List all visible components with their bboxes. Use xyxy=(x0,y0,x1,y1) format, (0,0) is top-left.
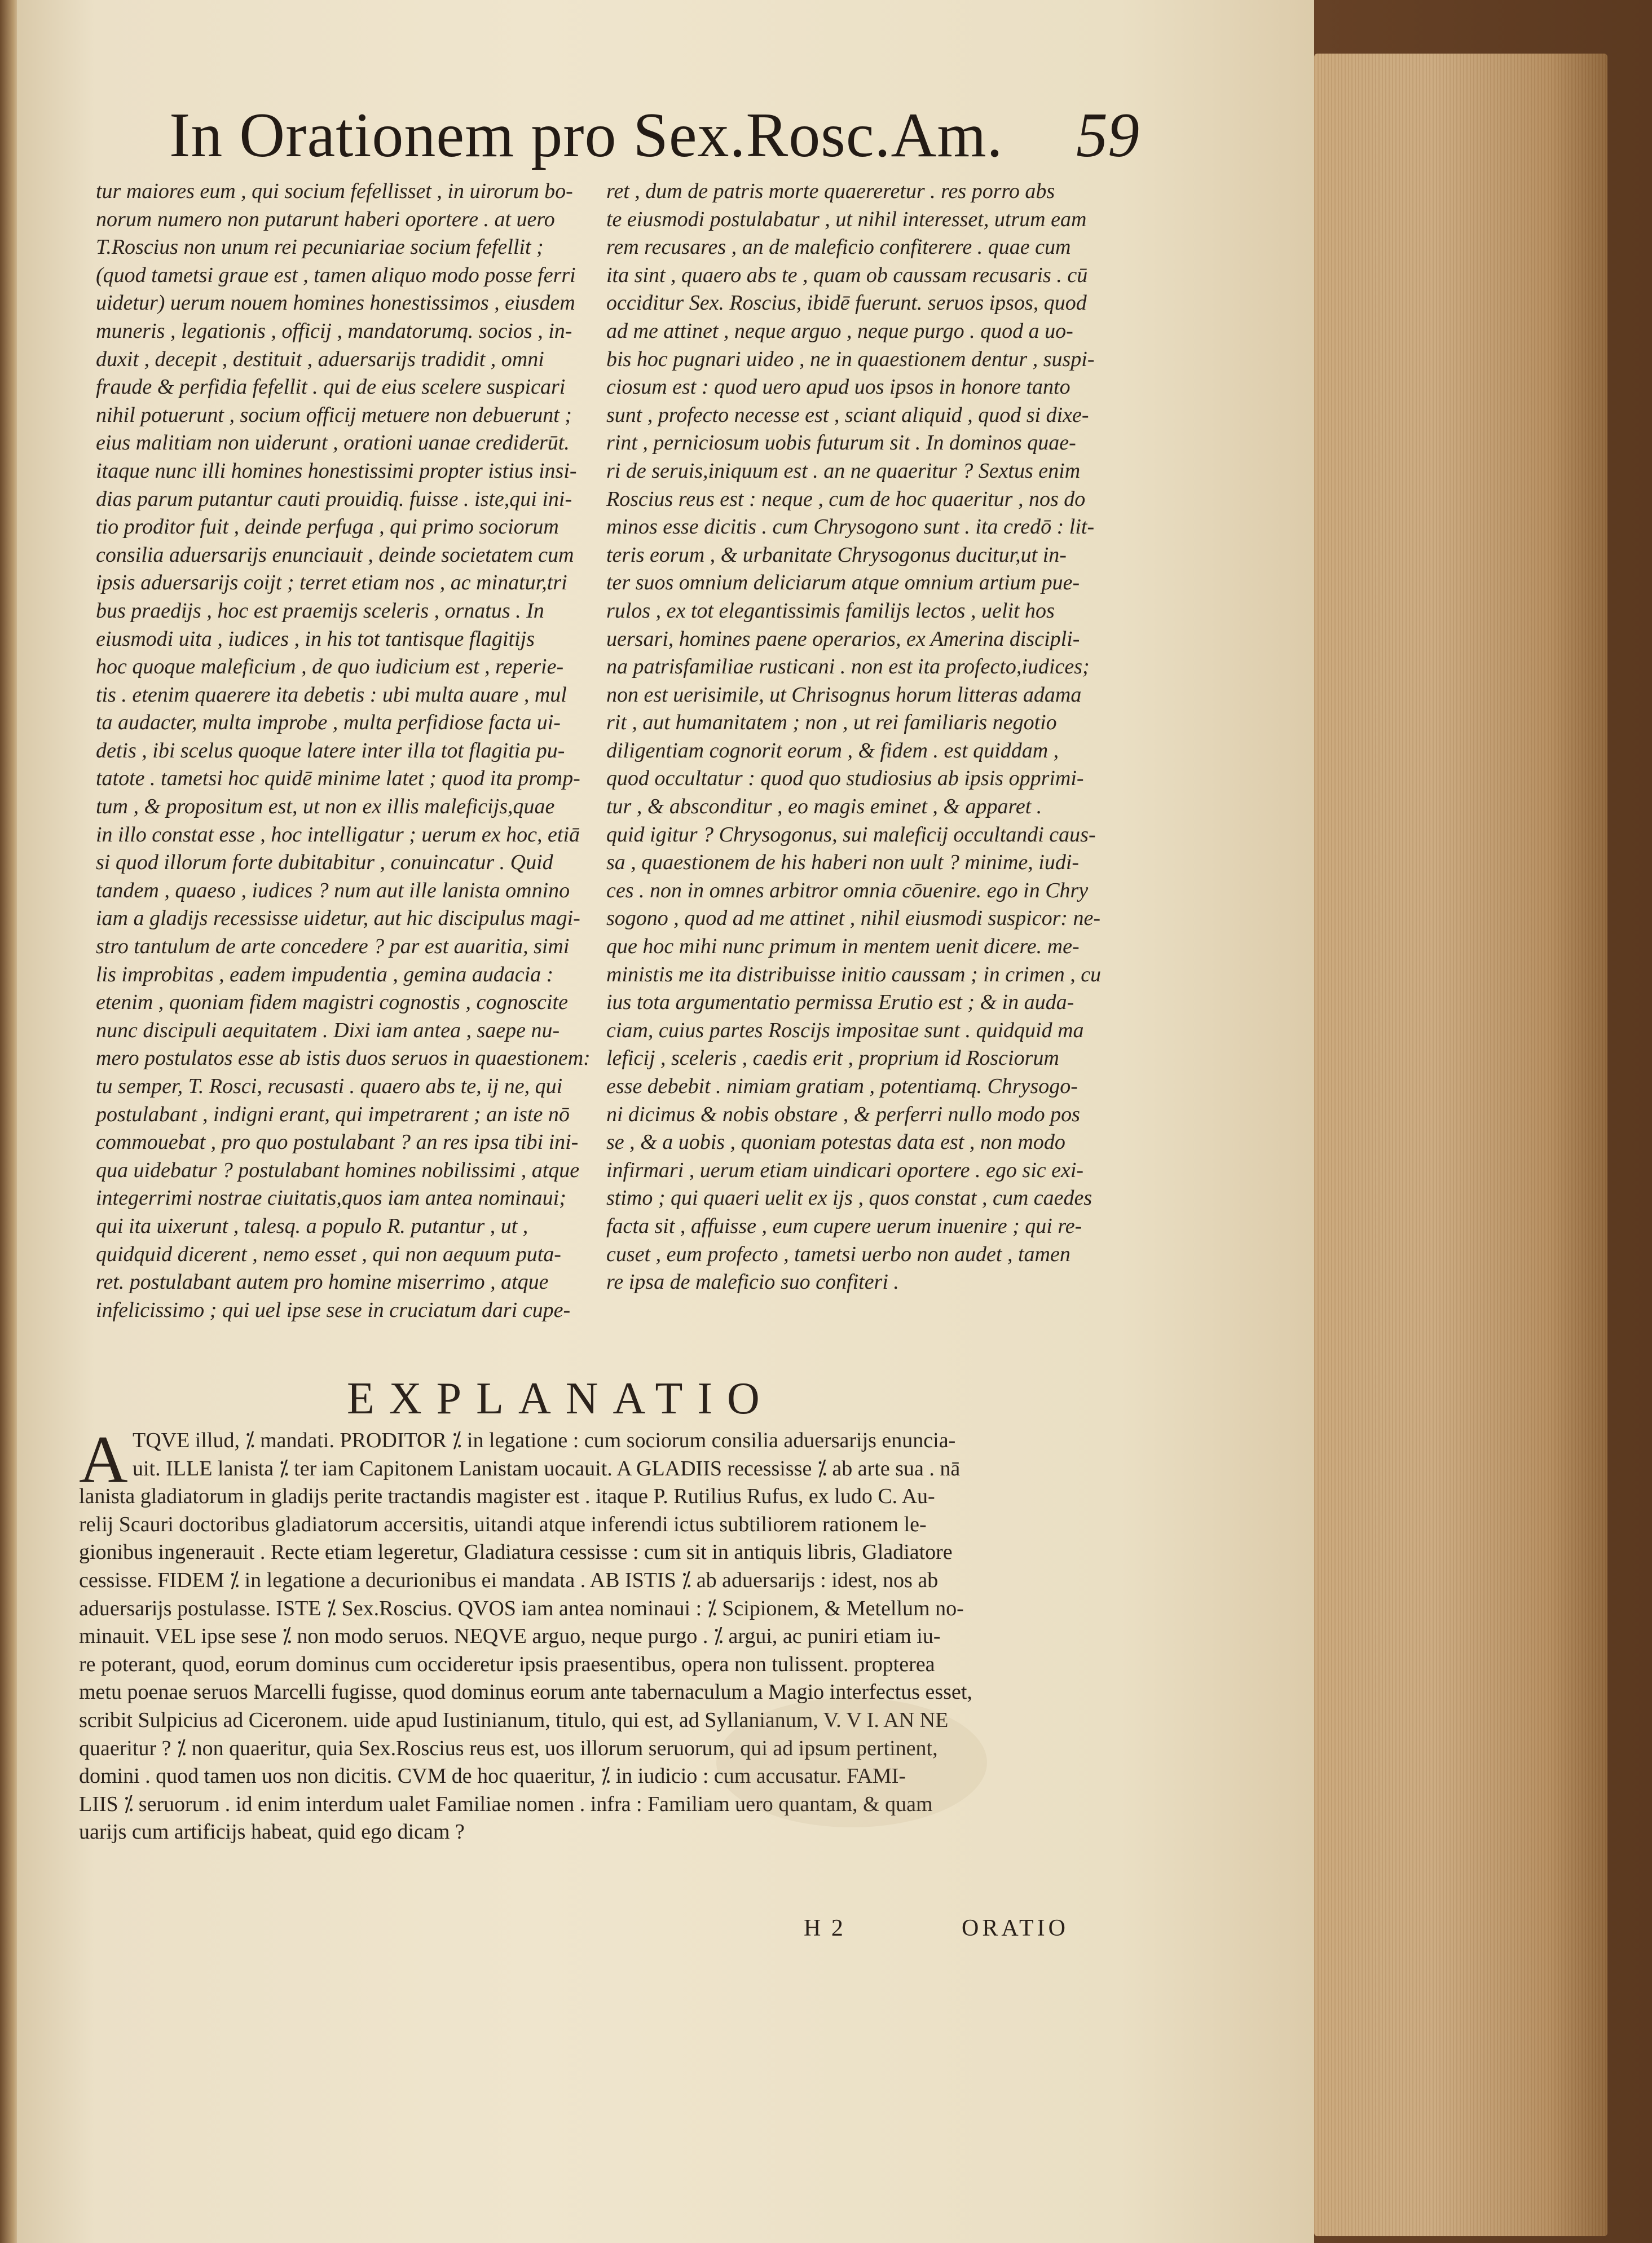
text-line: quid igitur ? Chrysogonus, sui maleficij occultandi caus- xyxy=(606,822,1096,847)
text-line: iam a gladijs recessisse uidetur, aut hic discipulus magi- xyxy=(96,906,580,931)
paper-stain xyxy=(716,1698,987,1827)
text-line: tur , & absconditur , eo magis eminet , & apparet . xyxy=(606,795,1042,819)
text-line: ita sint , quaero abs te , quam ob caussam recusaris . cū xyxy=(606,263,1088,287)
text-line: ius tota argumentatio permissa Erutio est ; & in auda- xyxy=(606,990,1074,1015)
text-line: ta audacter, multa improbe , multa perfidiose facta ui- xyxy=(96,711,561,735)
text-line: consilia aduersarijs enunciauit , deinde societatem cum xyxy=(96,543,574,567)
text-line: integerrimi nostrae ciuitatis,quos iam antea nominaui; xyxy=(96,1186,566,1210)
text-line: ministis me ita distribuisse initio caussam ; in crimen , cu xyxy=(606,962,1102,986)
text-line: duxit , decepit , destituit , aduersarijs tradidit , omni xyxy=(96,347,544,371)
text-line: occiditur Sex. Roscius, ibidē fuerunt. seruos ipsos, quod xyxy=(606,291,1087,315)
text-line: quod occultatur : quod quo studiosius ab ipsis opprimi- xyxy=(606,766,1084,791)
explanatio-line: metu poenae seruos Marcelli fugisse, quod dominus eorum ante tabernaculum a Magio interfectus esset, xyxy=(79,1680,972,1704)
text-line: tum , & propositum est, ut non ex illis maleficijs,quae xyxy=(96,795,555,819)
text-line: tio proditor fuit , deinde perfuga , qui primo sociorum xyxy=(96,515,559,539)
text-line: stimo ; qui quaeri uelit ex ijs , quos constat , cum caedes xyxy=(606,1186,1092,1210)
text-line: leficij , sceleris , caedis erit , proprium id Rosciorum xyxy=(606,1046,1059,1070)
text-line: muneris , legationis , officij , mandatorumq. socios , in- xyxy=(96,319,572,343)
text-line: hoc quoque maleficium , de quo iudicium est , reperie- xyxy=(96,655,564,679)
text-line: rint , perniciosum uobis futurum sit . In dominos quae- xyxy=(606,431,1076,455)
text-column-right xyxy=(606,178,1142,1297)
text-line: T.Roscius non unum rei pecuniariae socium fefellit ; xyxy=(96,235,544,259)
explanatio-line: cessisse. FIDEM ⁒ in legatione a decurionibus ei mandata . AB ISTIS ⁒ ab aduersarijs : idest, nos ab xyxy=(79,1568,939,1592)
text-line: quidquid dicerent , nemo esset , qui non aequum puta- xyxy=(96,1242,561,1266)
text-line: infelicissimo ; qui uel ipse sese in cruciatum dari cupe- xyxy=(96,1298,571,1322)
text-line: lis improbitas , eadem impudentia , gemina audacia : xyxy=(96,962,554,986)
text-line: mero postulatos esse ab istis duos seruos in quaestionem: xyxy=(96,1046,591,1070)
text-line: nihil potuerunt , socium officij metuere non debuerunt ; xyxy=(96,403,572,427)
text-line: sunt , profecto necesse est , sciant aliquid , quod si dixe- xyxy=(606,403,1089,427)
explanatio-line: scribit Sulpicius ad Ciceronem. uide apud Iustinianum, titulo, qui est, ad Syllanianum, V. V I. AN NE xyxy=(79,1708,949,1732)
text-line: na patrisfamiliae rusticani . non est ita profecto,iudices; xyxy=(606,655,1090,679)
text-line: diligentiam cognorit eorum , & fidem . est quiddam , xyxy=(606,738,1059,763)
text-line: que hoc mihi nunc primum in mentem uenit dicere. me- xyxy=(606,935,1080,959)
text-line: fraude & perfidia fefellit . qui de eius scelere suspicari xyxy=(96,375,566,399)
text-line: rulos , ex tot elegantissimis familijs lectos , uelit hos xyxy=(606,598,1055,623)
text-line: rem recusares , an de maleficio confiterere . quae cum xyxy=(606,235,1071,259)
text-line: dias parum putantur cauti prouidiq. fuisse . iste,qui ini- xyxy=(96,487,572,511)
text-line: minos esse dicitis . cum Chrysogono sunt . ita credō : lit- xyxy=(606,515,1095,539)
text-line: ret. postulabant autem pro homine miserrimo , atque xyxy=(96,1270,549,1294)
text-line: itaque nunc illi homines honestissimi propter istius insi- xyxy=(96,459,577,483)
text-line: bus praedijs , hoc est praemijs sceleris , ornatus . In xyxy=(96,598,544,623)
text-line: uidetur) uerum nouem homines honestissimos , eiusdem xyxy=(96,291,575,315)
text-line: rit , aut humanitatem ; non , ut rei familiaris negotio xyxy=(606,711,1057,735)
text-line: tandem , quaeso , iudices ? num aut ille lanista omnino xyxy=(96,878,570,902)
explanatio-body xyxy=(79,1422,1145,1847)
text-line: ter suos omnium deliciarum atque omnium artium pue- xyxy=(606,571,1080,595)
text-line: tatote . tametsi hoc quidē minime latet ; quod ita promp- xyxy=(96,766,580,791)
book-page xyxy=(17,0,1314,2243)
explanatio-heading: EXPLANATIO xyxy=(347,1374,774,1424)
text-line: bis hoc pugnari uideo , ne in quaestionem dentur , suspi- xyxy=(606,347,1095,371)
page-number: 59 xyxy=(1076,100,1139,170)
page-fore-edge xyxy=(1314,54,1607,2236)
text-column-left xyxy=(96,178,615,1324)
catchword: ORATIO xyxy=(962,1915,1069,1941)
text-line: (quod tametsi graue est , tamen aliquo modo posse ferri xyxy=(96,263,576,287)
explanatio-line: relij Scauri doctoribus gladiatorum accersitis, uitandi atque inferendi ictus subtiliorem rationem le- xyxy=(79,1512,927,1536)
text-line: tis . etenim quaerere ita debetis : ubi multa auare , mul xyxy=(96,682,567,707)
text-line: ni dicimus & nobis obstare , & perferri nullo modo pos xyxy=(606,1102,1080,1126)
text-line: eius malitiam non uiderunt , orationi uanae crediderūt. xyxy=(96,431,570,455)
text-line: uersari, homines paene operarios, ex Amerina discipli- xyxy=(606,627,1080,651)
text-line: facta sit , affuisse , eum cupere uerum inuenire ; qui re- xyxy=(606,1214,1082,1238)
text-line: etenim , quoniam fidem magistri cognostis , cognoscite xyxy=(96,990,568,1015)
explanatio-line: minauit. VEL ipse sese ⁒ non modo seruos. NEQVE arguo, neque purgo . ⁒ argui, ac puniri etiam iu- xyxy=(79,1624,941,1649)
text-line: qua uidebatur ? postulabant homines nobilissimi , atque xyxy=(96,1158,580,1182)
explanatio-line: uit. ILLE lanista ⁒ ter iam Capitonem Lanistam uocauit. A GLADIIS recessisse ⁒ ab arte sua . nā xyxy=(133,1456,961,1480)
text-line: tu semper, T. Rosci, recusasti . quaero abs te, ij ne, qui xyxy=(96,1074,563,1098)
explanatio-line: uarijs cum artificijs habeat, quid ego dicam ? xyxy=(79,1820,465,1844)
text-line: tur maiores eum , qui socium fefellisset , in uirorum bo- xyxy=(96,179,573,203)
explanatio-line: domini . quod tamen uos non dicitis. CVM de hoc quaeritur, ⁒ in iudicio : cum accusatur. FAMI- xyxy=(79,1764,906,1788)
text-line: ad me attinet , neque arguo , neque purgo . quod a uo- xyxy=(606,319,1073,343)
explanatio-line: aduersarijs postulasse. ISTE ⁒ Sex.Roscius. QVOS iam antea nominaui : ⁒ Scipionem, & Metellum no- xyxy=(79,1596,964,1620)
explanatio-line: re poterant, quod, eorum dominus cum occideretur ipsis praesentibus, opera non tulissent. propterea xyxy=(79,1652,935,1676)
text-line: cuset , eum profecto , tametsi uerbo non audet , tamen xyxy=(606,1242,1071,1266)
text-line: ri de seruis,iniquum est . an ne quaeritur ? Sextus enim xyxy=(606,459,1081,483)
text-line: Roscius reus est : neque , cum de hoc quaeritur , nos do xyxy=(606,487,1086,511)
text-line: qui ita uixerunt , talesq. a populo R. putantur , ut , xyxy=(96,1214,528,1238)
explanatio-lines xyxy=(79,1422,1145,1847)
text-line: in illo constat esse , hoc intelligatur ; uerum ex hoc, etiā xyxy=(96,822,580,847)
text-line: ciam, cuius partes Roscijs impositae sunt . quidquid ma xyxy=(606,1018,1084,1042)
text-line: postulabant , indigni erant, qui impetrarent ; an iste nō xyxy=(96,1102,570,1126)
text-line: ipsis aduersarijs coijt ; terret etiam nos , ac minatur,tri xyxy=(96,571,567,595)
text-line: norum numero non putarunt haberi oportere . at uero xyxy=(96,207,555,231)
explanatio-line: lanista gladiatorum in gladijs perite tractandis magister est . itaque P. Rutilius Rufus, ex ludo C. Au- xyxy=(79,1484,935,1509)
text-line: non est uerisimile, ut Chrisognus horum litteras adama xyxy=(606,682,1082,707)
running-head-title: In Orationem pro Sex.Rosc.Am. xyxy=(169,100,1003,170)
explanatio-line: LIIS ⁒ seruorum . id enim interdum ualet Familiae nomen . infra : Familiam uero quantam, & quam xyxy=(79,1792,933,1816)
text-line: te eiusmodi postulabatur , ut nihil interesset, utrum eam xyxy=(606,207,1087,231)
text-line: ciosum est : quod uero apud uos ipsos in honore tanto xyxy=(606,375,1071,399)
text-line: re ipsa de maleficio suo confiteri . xyxy=(606,1270,899,1294)
facing-page-edge xyxy=(0,0,19,2243)
signature-mark: H 2 xyxy=(804,1915,845,1941)
text-line: ret , dum de patris morte quaereretur . res porro abs xyxy=(606,179,1055,203)
text-line: eiusmodi uita , iudices , in his tot tantisque flagitijs xyxy=(96,627,535,651)
drop-cap: A xyxy=(79,1422,128,1497)
text-line: commouebat , pro quo postulabant ? an res ipsa tibi ini- xyxy=(96,1130,579,1154)
explanatio-line: gionibus ingenerauit . Recte etiam legeretur, Gladiatura cessisse : cum sit in antiquis libris, Gladiatore xyxy=(79,1540,953,1565)
running-head xyxy=(169,96,1139,180)
text-line: infirmari , uerum etiam uindicari oportere . ego sic exi- xyxy=(606,1158,1084,1182)
explanatio-line: TQVE illud, ⁒ mandati. PRODITOR ⁒ in legatione : cum sociorum consilia aduersarijs enuncia- xyxy=(133,1429,956,1452)
text-line: stro tantulum de arte concedere ? par est auaritia, simi xyxy=(96,935,570,959)
explanatio-line: quaeritur ? ⁒ non quaeritur, quia Sex.Roscius reus est, uos illorum seruorum, qui ad ipsum pertinent, xyxy=(79,1736,938,1760)
text-line: esse debebit . nimiam gratiam , potentiamq. Chrysogo- xyxy=(606,1074,1078,1098)
text-line: sogono , quod ad me attinet , nihil eiusmodi suspicor: ne- xyxy=(606,906,1101,931)
text-line: si quod illorum forte dubitabitur , conuincatur . Quid xyxy=(96,851,553,875)
text-line: teris eorum , & urbanitate Chrysogonus ducitur,ut in- xyxy=(606,543,1067,567)
text-line: ces . non in omnes arbitror omnia cōuenire. ego in Chry xyxy=(606,878,1089,902)
text-line: sa , quaestionem de his haberi non uult ? minime, iudi- xyxy=(606,851,1080,875)
text-line: detis , ibi scelus quoque latere inter illa tot flagitia pu- xyxy=(96,738,565,763)
text-line: se , & a uobis , quoniam potestas data est , non modo xyxy=(606,1130,1065,1154)
text-line: nunc discipuli aequitatem . Dixi iam antea , saepe nu- xyxy=(96,1018,560,1042)
